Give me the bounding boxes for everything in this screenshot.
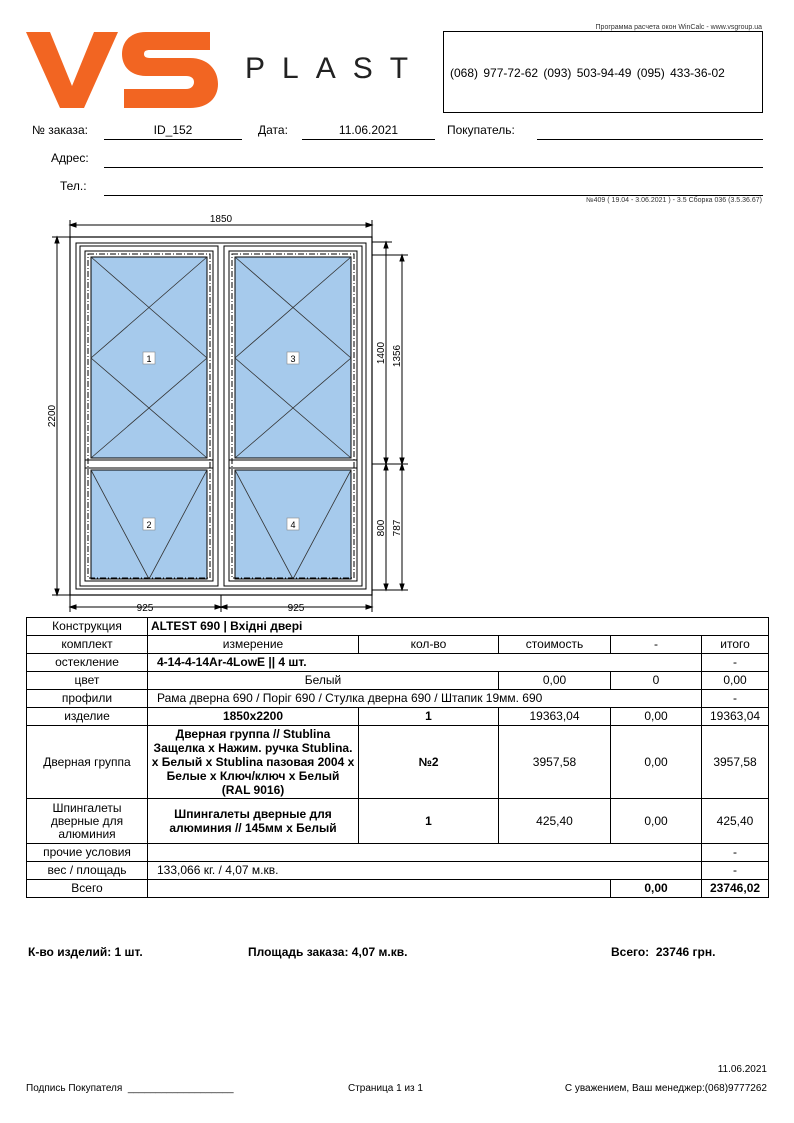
row-label: вес / площадь [27, 862, 148, 880]
vs-logo [26, 32, 218, 108]
table-cell: 1850x2200 [148, 708, 359, 726]
order-number-label: № заказа: [32, 123, 88, 137]
signature-line: Подпись Покупателя ___________________ [26, 1083, 234, 1094]
date-line [302, 139, 435, 140]
table-row [27, 690, 769, 708]
row-label: Шпингалеты дверные для алюминия [27, 799, 148, 844]
brand-plast: PLAST [245, 52, 426, 85]
footer-date: 11.06.2021 [717, 1064, 767, 1075]
manager-contact: С уважением, Ваш менеджер:(068)9777262 [564, 1083, 767, 1094]
spec-table [26, 617, 769, 898]
program-note: Программа расчета окон WinCalc - www.vsgroup.ua [595, 24, 762, 31]
table-cell: 0,00 [702, 672, 769, 690]
phone-label: Тел.: [60, 179, 87, 193]
order-total: Всего: 23746 грн. [611, 945, 716, 959]
header-cell: кол-во [359, 636, 499, 654]
dim-width-right: 925 [287, 603, 305, 614]
table-cell: - [702, 654, 769, 672]
pane-label-2: 2 [146, 520, 152, 530]
page-number: Страница 1 из 1 [348, 1083, 423, 1094]
dim-lower-height: 800 [376, 519, 387, 537]
items-count: К-во изделий: 1 шт. [28, 945, 143, 959]
header-cell: итого [702, 636, 769, 654]
table-cell [148, 844, 702, 862]
phone-numbers: (068) 977-72-62 (093) 503-94-49 (095) 433-36-02 [450, 66, 725, 80]
order-number-line [104, 139, 242, 140]
pane-label-1: 1 [146, 354, 152, 364]
header-cell: - [611, 636, 702, 654]
glazing-value: 4-14-4-14Ar-4LowE || 4 шт. [148, 654, 702, 672]
row-label: изделие [27, 708, 148, 726]
row-label: Дверная группа [27, 726, 148, 799]
profiles-value: Рама дверна 690 / Поріг 690 / Стулка дверна 690 / Штапик 19мм. 690 [148, 690, 702, 708]
order-number-value: ID_152 [153, 123, 193, 137]
table-cell: 0 [611, 672, 702, 690]
header-cell: измерение [148, 636, 359, 654]
table-cell: №2 [359, 726, 499, 799]
color-value: Белый [148, 672, 499, 690]
order-area: Площадь заказа: 4,07 м.кв. [248, 945, 408, 959]
date-label: Дата: [258, 123, 288, 137]
table-row [27, 844, 769, 862]
table-row [27, 654, 769, 672]
table-cell: 3957,58 [499, 726, 611, 799]
table-cell: 1 [359, 799, 499, 844]
date-value: 11.06.2021 [338, 123, 399, 137]
pane-label-4: 4 [290, 520, 296, 530]
table-row [27, 880, 769, 898]
row-label: Конструкция [27, 618, 148, 636]
dim-lower-glass-height: 787 [392, 519, 403, 537]
weight-area-value: 133,066 кг. / 4,07 м.кв. [148, 862, 702, 880]
door-drawing [0, 210, 420, 615]
address-label: Адрес: [51, 151, 89, 165]
table-row [27, 862, 769, 880]
row-label: Всего [27, 880, 148, 898]
total-discount: 0,00 [611, 880, 702, 898]
construction-value: ALTEST 690 | Вхідні двері [148, 618, 769, 636]
table-cell: 0,00 [499, 672, 611, 690]
table-cell: 425,40 [499, 799, 611, 844]
table-row [27, 618, 769, 636]
table-row [27, 708, 769, 726]
dim-upper-height: 1400 [376, 341, 387, 365]
table-cell: 0,00 [611, 708, 702, 726]
buyer-line [537, 139, 763, 140]
row-label: цвет [27, 672, 148, 690]
table-cell: - [702, 862, 769, 880]
version-note: №409 ( 19.04 - 3.06.2021 ) - 3.5 Сборка 036 (3.5.36.67) [586, 197, 762, 204]
table-cell: 19363,04 [702, 708, 769, 726]
row-label: остекление [27, 654, 148, 672]
phone-line [104, 195, 763, 196]
dim-height-total: 2200 [47, 404, 58, 428]
dim-upper-glass-height: 1356 [392, 344, 403, 368]
total-sum: 23746,02 [702, 880, 769, 898]
row-label: профили [27, 690, 148, 708]
row-label: комплект [27, 636, 148, 654]
table-cell: Шпингалеты дверные для алюминия // 145мм х Белый [148, 799, 359, 844]
row-label: прочие условия [27, 844, 148, 862]
dim-width-left: 925 [136, 603, 154, 614]
table-cell: 1 [359, 708, 499, 726]
address-line [104, 167, 763, 168]
buyer-label: Покупатель: [447, 123, 515, 137]
table-cell: - [702, 844, 769, 862]
header-cell: стоимость [499, 636, 611, 654]
table-row [27, 636, 769, 654]
table-cell: 425,40 [702, 799, 769, 844]
table-cell: 19363,04 [499, 708, 611, 726]
table-row [27, 726, 769, 799]
table-cell: 3957,58 [702, 726, 769, 799]
pane-label-3: 3 [290, 354, 296, 364]
table-cell: 0,00 [611, 799, 702, 844]
table-cell [148, 880, 611, 898]
table-row [27, 799, 769, 844]
table-cell: Дверная группа // Stublina Защелка х Нажим. ручка Stublina. х Белый х Stublina пазовая 2004 х Белые х Ключ/ключ х Белый (RAL 9016) [148, 726, 359, 799]
dim-width-total: 1850 [209, 214, 233, 225]
table-cell: 0,00 [611, 726, 702, 799]
table-cell: - [702, 690, 769, 708]
table-row [27, 672, 769, 690]
